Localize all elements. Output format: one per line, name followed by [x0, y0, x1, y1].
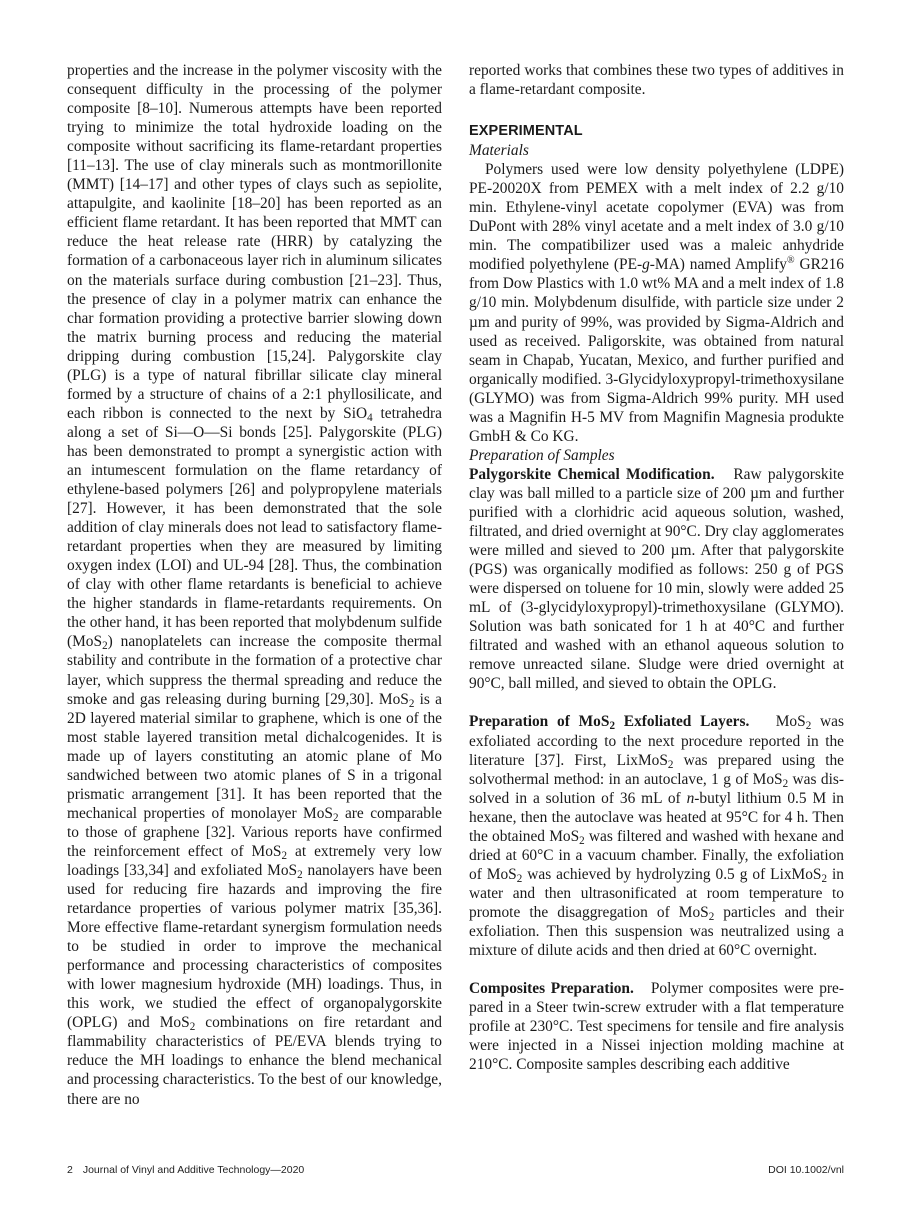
- subsection-heading-materials: Materials: [469, 142, 529, 160]
- journal-name: Journal of Vinyl and Additive Technology—2020: [82, 1164, 305, 1176]
- italic-text: g: [642, 256, 650, 274]
- subscript: 2: [281, 849, 288, 862]
- run-in-heading: Palygorskite Chemical Modification.: [469, 465, 715, 483]
- text-run: are comparable to those of graphene [32]. Various reports have confirmed the reinforcement effect of MoS: [67, 804, 442, 860]
- mos2-paragraph: [469, 712, 844, 960]
- subsection-heading-preparation: Preparation of Samples: [469, 446, 615, 464]
- subscript: 2: [805, 720, 812, 733]
- intro-paragraph: [67, 61, 442, 1109]
- run-in-heading: [469, 713, 750, 733]
- subscript: 2: [708, 910, 715, 923]
- left-column: [67, 61, 442, 1109]
- text-run: was exfoliated according to the next procedure reported in the literature [37]. First, LixMoS: [469, 713, 844, 769]
- materials-paragraph: [469, 160, 844, 446]
- subscript: 2: [609, 720, 615, 733]
- text-run: at extremely very low loadings [33,34] and exfoliated MoS: [67, 842, 442, 879]
- registered-mark: ®: [787, 255, 795, 267]
- text-run: Raw palygorskite clay was ball milled to a particle size of 200 µm and further purified with a clorhidric acid aqueous solution, washed, filtrated, and dried overnight at 90°C. Dry clay agglomerates were milled and sieved to 200 µm. After that palygorskite (PGS) was organically modified as follows: 250 g of PGS were dispersed on toluene for 10 min, slowly were added 25 mL of (3-glycidyloxypropyl)-trimethoxysilane (GLYMO). Solution was bath sonicated for 1 h at 40°C and further filtrated and washed with an ethanol aqueous solution to remove unreacted silane. Sludge were dried overnight at 90°C, ball milled, and sieved to obtain the OPLG.: [469, 465, 845, 693]
- palygorskite-paragraph: [469, 465, 844, 694]
- text-run: was prepared using the solvothermal method: in an autoclave, 1 g of MoS: [469, 751, 845, 788]
- composites-paragraph: [469, 979, 844, 1074]
- text-run: is a 2D layered material similar to graphene, which is one of the most stable layered transition metal dichalcogenides. It is made up of layers constituting an atomic plane of Mo sandwiched between two atomic planes of S in a trigonal prismatic arrangement [31]. It has been reported that the mechanical properties of monolayer MoS: [67, 690, 442, 822]
- italic-text: n: [686, 789, 695, 807]
- subscript: 2: [102, 640, 108, 653]
- subscript: 2: [782, 777, 789, 790]
- subscript: 4: [367, 411, 373, 424]
- section-heading-experimental: EXPERIMENTAL: [469, 123, 583, 140]
- text-run: combinations on fire retardant and flammability characteristics of PE/EVA blends trying to reduce the MH loadings to enhance the blend mechanical and processing characteristics. To the best of our knowledge, there are no: [67, 1014, 442, 1108]
- text-run: Exfoliated Layers.: [615, 713, 750, 731]
- text-run: Polymer composites were prepared in a Steer twin-screw extruder with a flat temperature profile at 230°C. Test specimens for tensile and fire analysis were injected in a Nissei injection molding machine at 210°C. Composite samples describing each additive: [469, 980, 844, 1074]
- text-run: was dissolved in a solution of 36 mL of: [469, 770, 844, 807]
- right-column: [469, 61, 844, 1074]
- text-run: Preparation of MoS: [469, 713, 610, 731]
- text-run: tetrahedra along a set of Si—O—Si bonds [25]. Palygorskite (PLG) has been demonstrated to prompt a synergistic action with an intumescent formulation on the flame retardancy of ethylene-based polymers [26] and polypropylene materials [27]. However, it has been demonstrated that the sole addition of clay minerals does not lead to satisfactory flame-retardant properties when they are measured by limiting oxygen index (LOI) and UL-94 [28]. Thus, the combination of clay with other flame retardants is beneficial to achieve the higher standards in flame-retardants requirements. On the other hand, it has been reported that molybdenum sulfide (MoS: [67, 404, 442, 651]
- footer-doi: DOI 10.1002/vnl: [768, 1164, 844, 1176]
- text-run: -butyl lithium 0.5 M in hexane, then the autoclave was heated at 95°C for 4 h. Then the obtained MoS: [469, 789, 845, 845]
- text-run: particles and their exfoliation. Then this suspension was neutralized using a mixture of dilute acids and then dried at 60°C overnight.: [469, 903, 844, 960]
- text-run: nanolayers have been used for reducing fire hazards and improving the fire retardance properties of various polymer matrix [35,36]. More effective flame-retardant synergism formulation needs to be studied in order to improve the mechanical performance and processing characteristics of composites with lower magnesium hydroxide (MH) loadings. Thus, in this work, we studied the effect of organopalygorskite (OPLG) and MoS: [67, 861, 442, 1032]
- subscript: 2: [189, 1021, 196, 1034]
- text-run: -MA) named Amplify: [649, 256, 787, 274]
- subscript: 2: [667, 758, 674, 771]
- text-run: was achieved by hydrolyzing 0.5 g of LixMoS: [522, 865, 822, 883]
- subscript: 2: [408, 697, 415, 710]
- footer-journal: [67, 1164, 304, 1176]
- text-run: ) nanoplatelets can increase the composite thermal stability and contribute in the formation of a protective char layer, which suppress the thermal spreading and reduce the smoke and gas releasing during burning [29,30]. MoS: [67, 633, 442, 708]
- text-run: MoS: [775, 713, 806, 731]
- continuation-paragraph: reported works that combines these two types of additives in a flame-retardant composite.: [469, 62, 844, 99]
- subscript: 2: [332, 811, 339, 824]
- text-run: was filtered and washed with hexane and dried at 60°C in a vacuum chamber. Finally, the exfoliation of MoS: [469, 827, 844, 883]
- subscript: 2: [297, 868, 303, 881]
- subscript: 2: [821, 872, 828, 885]
- text-run: Polymers used were low density polyethylene (LDPE) PE-20020X from PEMEX with a melt index of 2.2 g/10 min. Ethylene-vinyl acetate copolymer (EVA) was from DuPont with 28% vinyl acetate and a melt index of 3.0 g/10 min. The compatibilizer used was a maleic anhydride modified polyethylene (PE-: [469, 161, 844, 274]
- text-run: in water and then ultrasonificated at room temperature to promote the disaggregation of MoS: [469, 865, 844, 921]
- subscript: 2: [516, 872, 523, 885]
- text-run: properties and the increase in the polymer viscosity with the consequent difficulty in the processing of the polymer composite [8–10]. Numerous attempts have been reported trying to minimize the total hydroxide loading on the composite without sacrificing its flame-retardant properties [11–13]. The use of clay minerals such as montmorillonite (MMT) [14–17] and other types of clays such as sepiolite, attapulgite, and kaolinite [18–20] has been reported as an efficient flame retardant. It has been reported that MMT can reduce the heat release rate (HRR) by catalyzing the formation of a carbonaceous layer rich in aluminum silicates on the materials surface during combustion [21–23]. Thus, the presence of clay in a polymer matrix can enhance the char formation providing a protective barrier slowing down the matrix burning process and reducing the material dripping during combustion [15,24]. Palygorskite clay (PLG) is a type of natural fibrillar silicate clay mineral formed by a structure of chains of a 2:1 phyllosilicate, and each ribbon is connected to the next by SiO: [67, 62, 442, 422]
- subscript: 2: [579, 834, 585, 847]
- page-number: 2: [67, 1164, 73, 1176]
- run-in-heading: Composites Preparation.: [469, 980, 634, 998]
- text-run: GR216 from Dow Plastics with 1.0 wt% MA and a melt index of 1.8 g/10 min. Molybdenum disulfide, with particle size under 2 µm and purity of 99%, was provided by Sigma-Aldrich and used as received. Paligorskite, was obtained from natural seam in Chapab, Yucatan, Mexico, and further purified and organically modified. 3-Glycidyloxypropyl-trimethoxysilane (GLYMO) was from Sigma-Aldrich 99% purity. MH used was a Magnifin H-5 MV from Magnifin Magnesia produkte GmbH & Co KG.: [469, 256, 844, 445]
